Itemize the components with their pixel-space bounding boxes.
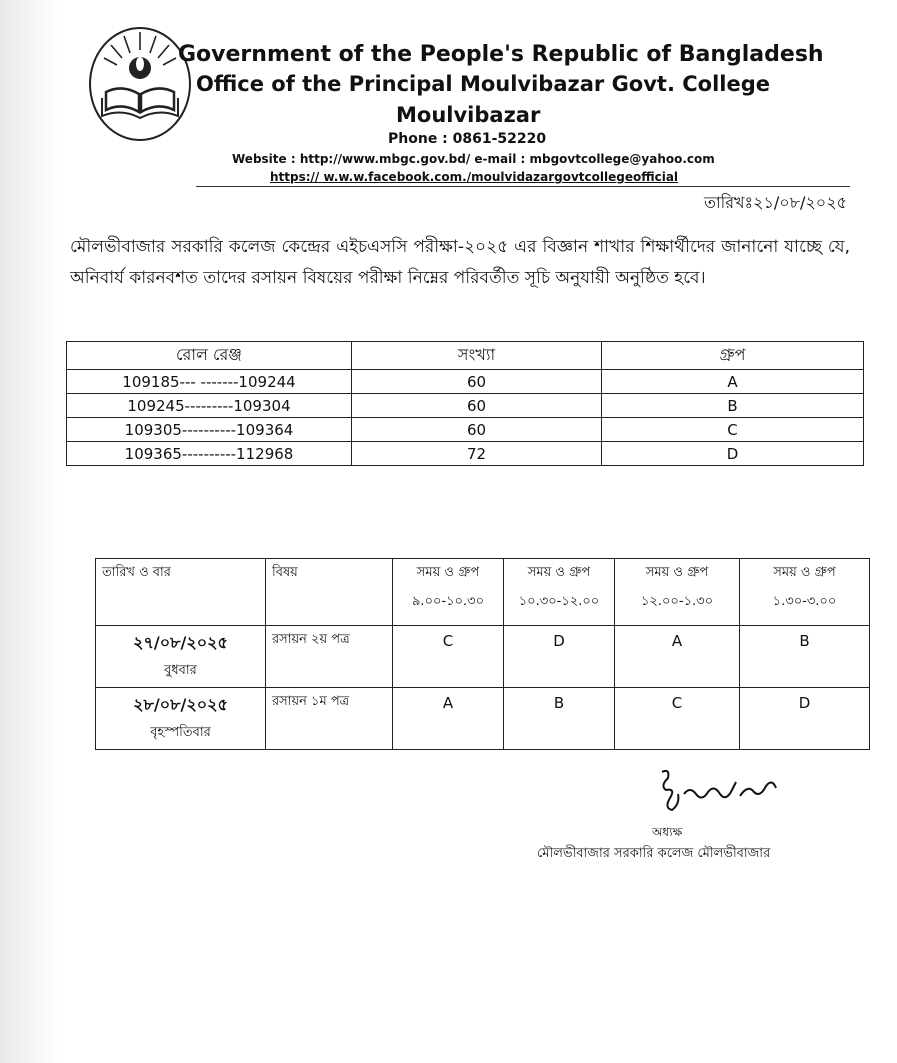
exam-date: ২৭/০৮/২০২৫	[133, 633, 228, 652]
website-email: Website : http://www.mbgc.gov.bd/ e-mail : mbgovtcollege@yahoo.com	[232, 152, 715, 166]
notice-date: তারিখঃ২১/০৮/২০২৫	[703, 193, 847, 212]
roll-range-cell: 109365----------112968	[67, 442, 352, 466]
exam-date: ২৮/০৮/২০২৫	[133, 695, 228, 714]
table-row	[67, 370, 864, 394]
exam-day: বুধবার	[164, 663, 197, 678]
principal-signature	[650, 768, 790, 828]
group-cell: B	[504, 688, 615, 750]
table-header-row	[67, 342, 864, 370]
table-row	[67, 394, 864, 418]
slot-title: সময় ও গ্রুপ	[773, 565, 836, 580]
group-cell: A	[615, 626, 740, 688]
date-day-header: তারিখ ও বার	[96, 559, 266, 626]
subject-header: বিষয়	[266, 559, 393, 626]
group-cell: C	[615, 688, 740, 750]
table-row	[67, 442, 864, 466]
column-header: সংখ্যা	[352, 342, 602, 370]
city-title: Moulvibazar	[396, 103, 541, 127]
exam-day: বৃহস্পতিবার	[150, 725, 211, 740]
count-cell: 72	[352, 442, 602, 466]
group-cell: C	[393, 626, 504, 688]
exam-schedule-table	[95, 558, 870, 750]
govt-title: Government of the People's Republic of Bangladesh	[178, 42, 824, 67]
group-cell: A	[602, 370, 864, 394]
group-cell: D	[504, 626, 615, 688]
college-name: মৌলভীবাজার সরকারি কলেজ মৌলভীবাজার	[537, 846, 771, 861]
slot-time: ১.৩০-৩.০০	[772, 594, 837, 609]
subject-cell: রসায়ন ২য় পত্র	[266, 626, 393, 688]
paper-shadow	[0, 0, 60, 1063]
group-cell: A	[393, 688, 504, 750]
roll-range-cell: 109305----------109364	[67, 418, 352, 442]
phone-number: Phone : 0861-52220	[388, 131, 547, 147]
college-logo-icon	[84, 22, 196, 144]
slot-time: ৯.০০-১০.৩০	[411, 594, 485, 609]
roll-range-cell: 109245---------109304	[67, 394, 352, 418]
group-cell: D	[740, 688, 870, 750]
slot-title: সময় ও গ্রুপ	[416, 565, 480, 580]
count-cell: 60	[352, 418, 602, 442]
slot-header	[504, 559, 615, 626]
slot-title: সময় ও গ্রুপ	[645, 565, 709, 580]
column-header: রোল রেঞ্জ	[67, 342, 352, 370]
schedule-header-row	[96, 559, 870, 626]
slot-header	[615, 559, 740, 626]
exam-date-cell	[96, 688, 266, 750]
group-cell: B	[740, 626, 870, 688]
exam-date-cell	[96, 626, 266, 688]
group-cell: D	[602, 442, 864, 466]
group-cell: C	[602, 418, 864, 442]
count-cell: 60	[352, 370, 602, 394]
notice-body: মৌলভীবাজার সরকারি কলেজ কেন্দ্রের এইচএসসি পরীক্ষা-২০২৫ এর বিজ্ঞান শাখার শিক্ষার্থীদের জানানো যাচ্ছে যে, অনিবার্য কারনবশত তাদের রসায়ন বিষয়ের পরীক্ষা নিম্নের পরিবর্তীত সূচি অনুযায়ী অনুষ্ঠিত হবে।	[70, 237, 850, 288]
column-header: গ্রুপ	[602, 342, 864, 370]
subject-cell: রসায়ন ১ম পত্র	[266, 688, 393, 750]
facebook-link[interactable]: https:// w.w.w.facebook.com./moulvidazargovtcollegeofficial	[270, 170, 679, 184]
count-cell: 60	[352, 394, 602, 418]
slot-header	[740, 559, 870, 626]
table-row	[96, 688, 870, 750]
roll-range-table	[66, 341, 864, 466]
slot-time: ১২.০০-১.৩০	[640, 594, 714, 609]
slot-header	[393, 559, 504, 626]
slot-title: সময় ও গ্রুপ	[527, 565, 591, 580]
principal-title: অধ্যক্ষ	[652, 825, 683, 839]
header-divider	[196, 186, 850, 187]
table-row	[67, 418, 864, 442]
slot-time: ১০.৩০-১২.০০	[518, 594, 600, 609]
table-row	[96, 626, 870, 688]
office-title: Office of the Principal Moulvibazar Govt. College	[196, 72, 771, 96]
roll-range-cell: 109185--- -------109244	[67, 370, 352, 394]
group-cell: B	[602, 394, 864, 418]
